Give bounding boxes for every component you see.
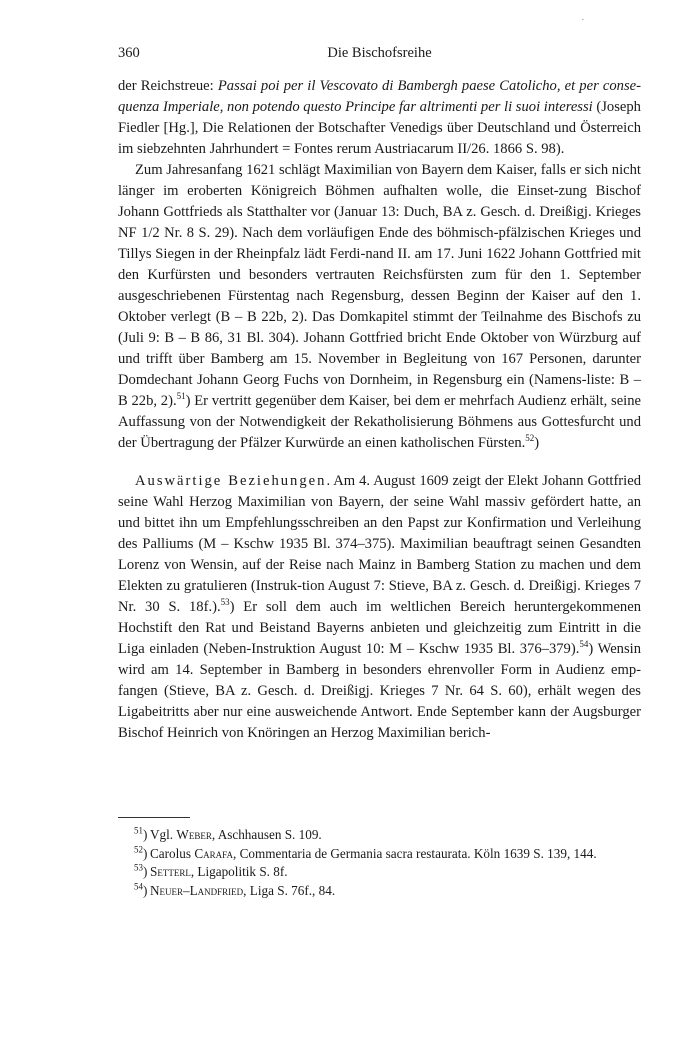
p2-text-b: ) Er vertritt gegenüber dem Kaiser, bei dem er mehrfach Audienz erhält, seine Auffassung von der Notwendigkeit der Rekatholisierung Böhmens aus Gottesfurcht und der Übertragung der Pfälzer Kurwürde an einen katholischen Fürsten. (118, 393, 642, 451)
footnote-text: , Aschhausen S. 109. (211, 827, 322, 842)
footnote-separator (118, 817, 190, 818)
footnotes (118, 826, 641, 900)
footnote-text: , Commentaria de Germania sacra restaurata. Köln 1639 S. 139, 144. (232, 845, 597, 861)
footnote-ref-54: 54 (579, 639, 589, 650)
paragraph-1 (118, 76, 641, 160)
footnote-author: Weber (176, 827, 212, 842)
footnote: $^{51}$) Vgl. Weber, Aschhausen S. 109. (134, 825, 322, 842)
page-number: 360 (118, 45, 140, 61)
p2-text-a: Zum Jahresanfang 1621 schlägt Maximilian von Bayern dem Kaiser, falls er sich nicht länger im eroberten Königreich Böhmen aufhalten wolle, die Einset-zung Bischof Johann Gottfrieds als Statthalter vor (Januar 13: Duch, BA z. Gesch. d. Dreißigj. Krieges NF 1/2 Nr. 8 S. 29). Nach dem vorläufigen Ende des böhmisch-pfälzischen Krieges und Tillys Siegen in der Rheinpfalz lädt Ferdi-nand II. am 17. Juni 1622 Johann Gottfried mit den Kurfürsten und besonders vertrauten Reichsfürsten zum für den 1. September ausgeschriebenen Fürstentag nach Regensburg, dessen Beginn der Kaiser auf den 1. Oktober verlegt (B – B 22b, 2). Das Domkapitel stimmt der Teilnahme des Bischofs zu (Juli 9: B – B 86, 31 Bl. 304). Johann Gottfried bricht Ende Oktober von Würzburg auf und trifft über Bamberg am 15. November in Begleitung von 167 Personen, darunter Domdechant Johann Georg Fuchs von Dornheim, in Regensburg ein (Namens-liste: B – B 22b, 2). (118, 162, 641, 409)
footnote-number: 51 (134, 825, 143, 836)
footnote-number: 53 (134, 862, 143, 873)
footnote-text: , Ligapolitik S. 8f. (190, 864, 288, 879)
footnote-number: 54 (134, 881, 143, 892)
main-text (118, 76, 641, 744)
p2-text-c: ) (534, 435, 540, 451)
paragraph-3 (118, 471, 641, 744)
footnote-text: Carolus (150, 845, 195, 861)
footnote-number: 52 (134, 844, 143, 855)
footnote: $^{54}$) Neuer–Landfried, Liga S. 76f., 84. (134, 881, 336, 898)
footnote-author: Neuer–Landfried (150, 882, 244, 898)
p3-text-b: ) Er soll dem auch im weltlichen Bereich heruntergekommenen Hochstift den Rat und Beistand Bayerns anbieten und gleichzeitig zum Eintritt in die Liga einladen (Neben-Instruktion August 10: M – Kschw 1935 Bl. 376–379). (118, 599, 641, 657)
footnote-ref-51: 51 (176, 391, 186, 402)
p1-text-c: (Joseph Fiedler [Hg.], Die Relationen der Botschafter Venedigs über Deutschland und Österreich im siebzehnten Jahrhundert = Fontes rerum Austriacarum II/26. 1866 S. 98). (118, 99, 641, 157)
footnote: $^{52}$) Carolus Carafa, Commentaria de Germania sacra restaurata. Köln 1639 S. 139, 144. (134, 844, 597, 861)
footnote-ref-53: 53 (220, 597, 230, 608)
footnote-text: Vgl. (150, 827, 177, 842)
footnote-ref-52: 52 (525, 433, 535, 444)
p3-text-a: . Am 4. August 1609 zeigt der Elekt Johann Gottfried seine Wahl Herzog Maximilian von Bayern, der seine Wahl massiv gefördert hatte, an und bittet ihn um Empfehlungsschreiben an den Papst zur Konfirmation und Verleihung des Palliums (M – Kschw 1935 Bl. 374–375). Maximilian beauftragt seinen Gesandten Lorenz von Wensin, auf der Reise nach Mainz in Bamberg Station zu machen und dem Elekten zu gratulieren (Instruk-tion August 7: Stieve, BA z. Gesch. d. Dreißigj. Krieges 7 Nr. 30 S. 18f.). (118, 473, 641, 615)
running-title: Die Bischofsreihe (327, 45, 432, 61)
paragraph-2 (118, 160, 641, 454)
p1-italic-quote: Passai poi per il Vescovato di Bambergh paese Catolicho, et per conse-quenza Imperiale, non potendo questo Principe far altrimenti per li suoi interessi (118, 78, 641, 115)
p3-text-c: ) Wensin wird am 14. September in Bamberg in besonders ehrenvoller Form in Audienz emp-fangen (Stieve, BA z. Gesch. d. Dreißigj. Krieges 7 Nr. 64 S. 60), erhält wegen des Ligabeitritts aber nur eine ausweichende Antwort. Ende September kann der Augsburger Bischof Heinrich von Knöringen an Herzog Maximilian berich- (118, 641, 641, 741)
section-heading: Auswärtige Beziehungen (135, 473, 327, 489)
footnote: $^{53}$) Setterl, Ligapolitik S. 8f. (134, 862, 288, 879)
page-header (118, 45, 641, 67)
footnote-author: Carafa (194, 845, 233, 861)
p1-text-a: der Reichstreue: (118, 78, 218, 94)
footnote-author: Setterl (150, 864, 191, 879)
footnote-text: , Liga S. 76f., 84. (243, 882, 336, 898)
margin-mark: · (581, 14, 585, 26)
